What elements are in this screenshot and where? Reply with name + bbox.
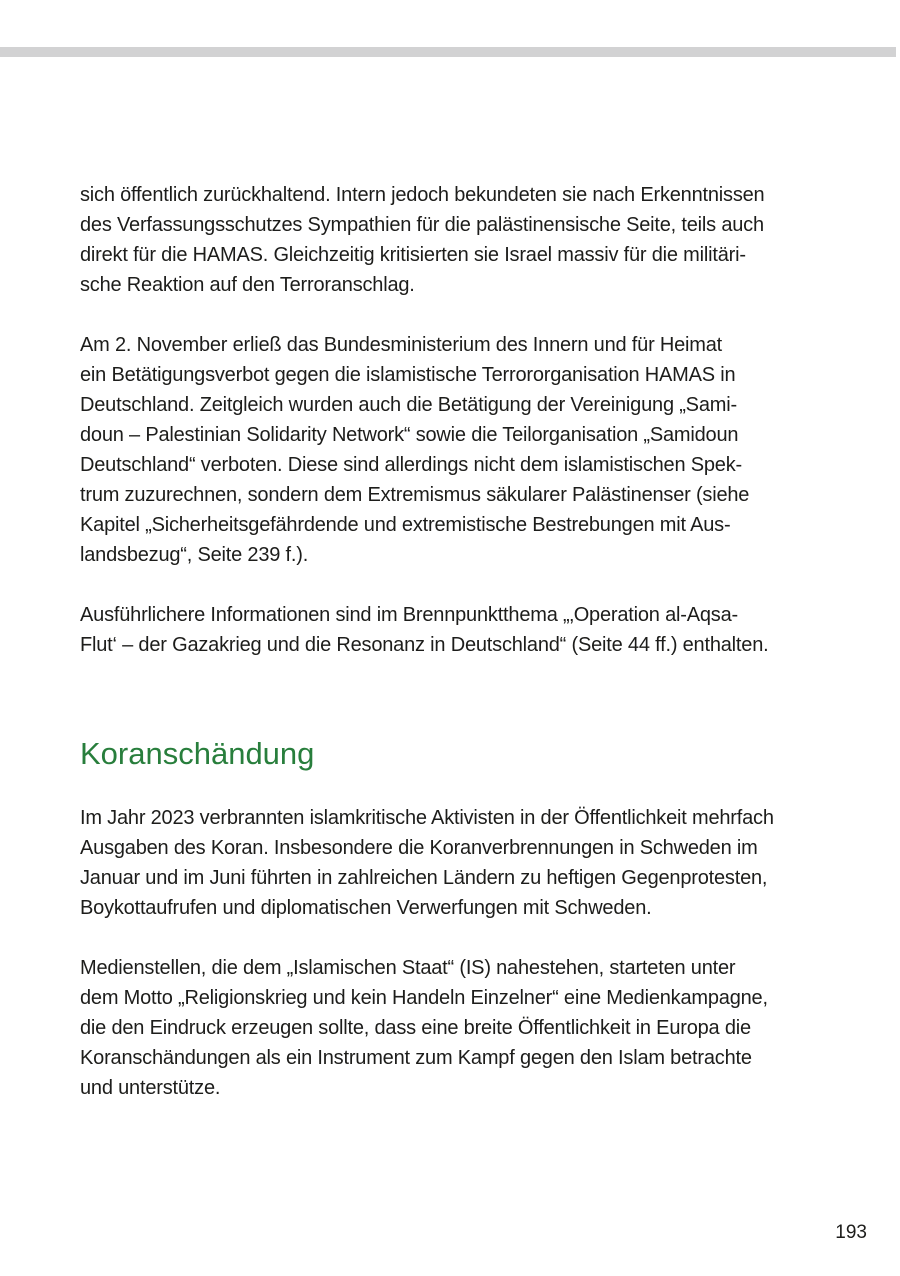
text-line: Ausführlichere Informationen sind im Brennpunktthema „‚Operation al-Aqsa- (80, 604, 738, 626)
text-line: Flut‘ – der Gazakrieg und die Resonanz in Deutschland“ (Seite 44 ff.) enthalten. (80, 634, 769, 656)
text-line: Im Jahr 2023 verbrannten islamkritische Aktivisten in der Öffentlichkeit mehrfach (80, 807, 774, 829)
text-line: ein Betätigungsverbot gegen die islamistische Terrororganisation HAMAS in (80, 364, 736, 386)
text-line: Koranschändungen als ein Instrument zum Kampf gegen den Islam betrachte (80, 1047, 752, 1069)
text-line: die den Eindruck erzeugen sollte, dass eine breite Öffentlichkeit in Europa die (80, 1017, 751, 1039)
text-line: Medienstellen, die dem „Islamischen Staat“ (IS) nahestehen, starteten unter (80, 957, 736, 979)
text-line: landsbezug“, Seite 239 f.). (80, 544, 309, 566)
paragraph (80, 803, 828, 923)
text-line: des Verfassungsschutzes Sympathien für die palästinensische Seite, teils auch (80, 214, 764, 236)
page-top-rule (0, 47, 896, 57)
paragraph (80, 953, 828, 1103)
text-line: sich öffentlich zurückhaltend. Intern jedoch bekundeten sie nach Erkenntnissen (80, 184, 765, 206)
text-line: Deutschland. Zeitgleich wurden auch die Betätigung der Vereinigung „Sami- (80, 394, 737, 416)
text-line: direkt für die HAMAS. Gleichzeitig kritisierten sie Israel massiv für die militäri- (80, 244, 746, 266)
text-line: Januar und im Juni führten in zahlreichen Ländern zu heftigen Gegenprotesten, (80, 867, 768, 889)
body-text (80, 180, 828, 1133)
text-line: Kapitel „Sicherheitsgefährdende und extremistische Bestrebungen mit Aus- (80, 514, 731, 536)
text-line: sche Reaktion auf den Terroranschlag. (80, 274, 415, 296)
page-number: 193 (835, 1222, 867, 1243)
text-line: Boykottaufrufen und diplomatischen Verwerfungen mit Schweden. (80, 897, 652, 919)
text-line: dem Motto „Religionskrieg und kein Handeln Einzelner“ eine Medienkampagne, (80, 987, 768, 1009)
text-line: und unterstütze. (80, 1077, 221, 1099)
paragraph (80, 330, 828, 570)
text-line: doun – Palestinian Solidarity Network“ sowie die Teilorganisation „Samidoun (80, 424, 739, 446)
section-heading: Koranschändung (80, 736, 315, 771)
paragraph (80, 180, 828, 300)
text-line: Ausgaben des Koran. Insbesondere die Koranverbrennungen in Schweden im (80, 837, 758, 859)
text-line: Am 2. November erließ das Bundesministerium des Innern und für Heimat (80, 334, 723, 356)
paragraph (80, 600, 828, 660)
text-line: trum zuzurechnen, sondern dem Extremismus säkularer Palästinenser (siehe (80, 484, 750, 506)
text-line: Deutschland“ verboten. Diese sind allerdings nicht dem islamistischen Spek- (80, 454, 742, 476)
